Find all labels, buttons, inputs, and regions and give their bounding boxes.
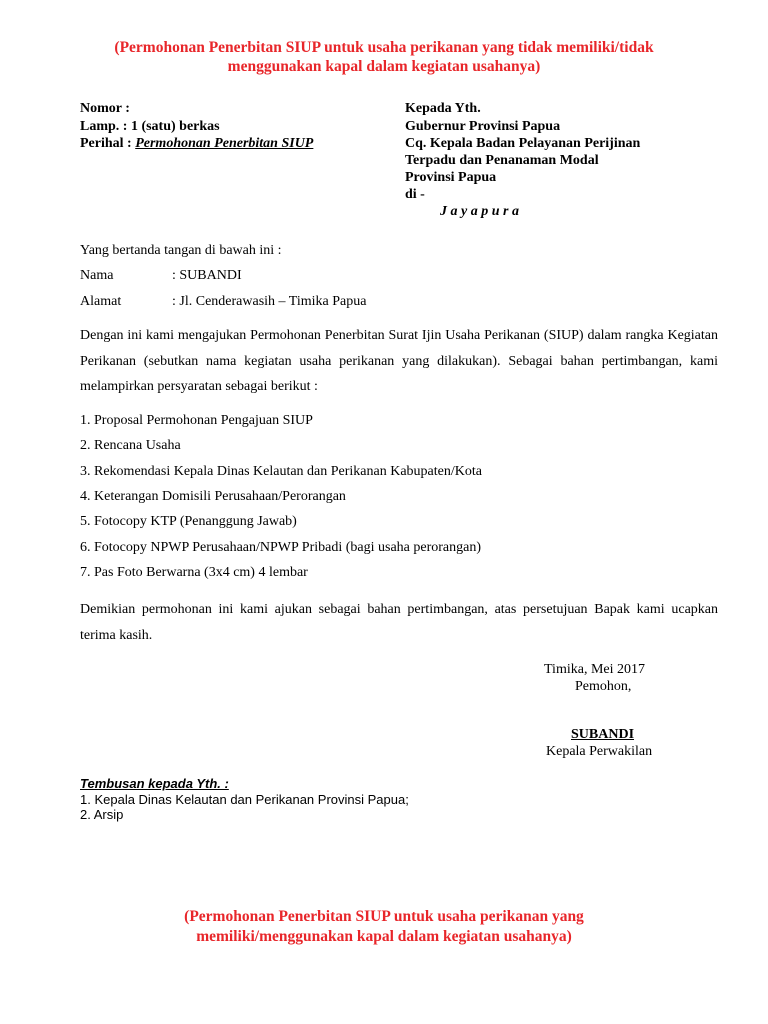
requirement-item: 1. Proposal Permohonan Pengajuan SIUP [80,413,313,428]
requirement-item: 5. Fotocopy KTP (Penanggung Jawab) [80,514,297,529]
recipient-line5: Provinsi Papua [405,170,497,185]
cc-item-2: 2. Arsip [80,807,124,822]
requirement-item: 7. Pas Foto Berwarna (3x4 cm) 4 lembar [80,565,308,580]
bottom-title-line1: (Permohonan Penerbitan SIUP untuk usaha perikanan yang [184,908,584,925]
perihal-label: Perihal : [80,136,136,151]
recipient-line6: di - [405,187,425,202]
signature-role: Pemohon, [575,679,632,694]
place-date: Timika, Mei 2017 [544,662,645,677]
recipient-line3: Cq. Kepala Badan Pelayanan Perijinan [405,136,641,151]
body-paragraph: Dengan ini kami mengajukan Permohonan Penerbitan Surat Ijin Usaha Perikanan (SIUP) dalam rangka Kegiatan Perikanan (sebutkan nama kegiatan usaha perikanan yang dilakukan). Sebagai bahan pertimbangan, kami melampirkan persyaratan sebagai berikut : [80,328,718,394]
lamp-line: Lamp. : 1 (satu) berkas [80,119,220,134]
closing-paragraph: Demikian permohonan ini kami ajukan sebagai bahan pertimbangan, atas persetujuan Bapak kami ucapkan terima kasih. [80,602,718,643]
signature-position: Kepala Perwakilan [546,744,653,759]
cc-item-1: 1. Kepala Dinas Kelautan dan Perikanan Provinsi Papua; [80,792,409,807]
requirement-item: 6. Fotocopy NPWP Perusahaan/NPWP Pribadi (bagi usaha perorangan) [80,540,481,555]
recipient-line2: Gubernur Provinsi Papua [405,119,561,134]
requirement-item: 2. Rencana Usaha [80,438,181,453]
top-title-line2: menggunakan kapal dalam kegiatan usahanya) [227,58,541,75]
nama-value: : SUBANDI [172,268,242,283]
perihal-line [80,136,313,152]
perihal-value: Permohonan Penerbitan SIUP [135,136,314,151]
nama-label: Nama [80,268,114,283]
requirement-item: 4. Keterangan Domisili Perusahaan/Perorangan [80,489,346,504]
signature-name: SUBANDI [571,727,635,742]
cc-title: Tembusan kepada Yth. : [80,776,229,791]
intro-text: Yang bertanda tangan di bawah ini : [80,243,282,258]
recipient-line4: Terpadu dan Penanaman Modal [405,153,599,168]
alamat-label: Alamat [80,294,122,309]
recipient-line1: Kepada Yth. [405,101,481,116]
requirement-item: 3. Rekomendasi Kepala Dinas Kelautan dan Perikanan Kabupaten/Kota [80,464,482,479]
bottom-title-line2: memiliki/menggunakan kapal dalam kegiatan usahanya) [196,928,572,945]
nomor-line: Nomor : [80,101,130,116]
top-title-line1: (Permohonan Penerbitan SIUP untuk usaha perikanan yang tidak memiliki/tidak [114,39,654,56]
recipient-city: Jayapura [440,204,523,219]
alamat-value: : Jl. Cenderawasih – Timika Papua [172,294,367,309]
